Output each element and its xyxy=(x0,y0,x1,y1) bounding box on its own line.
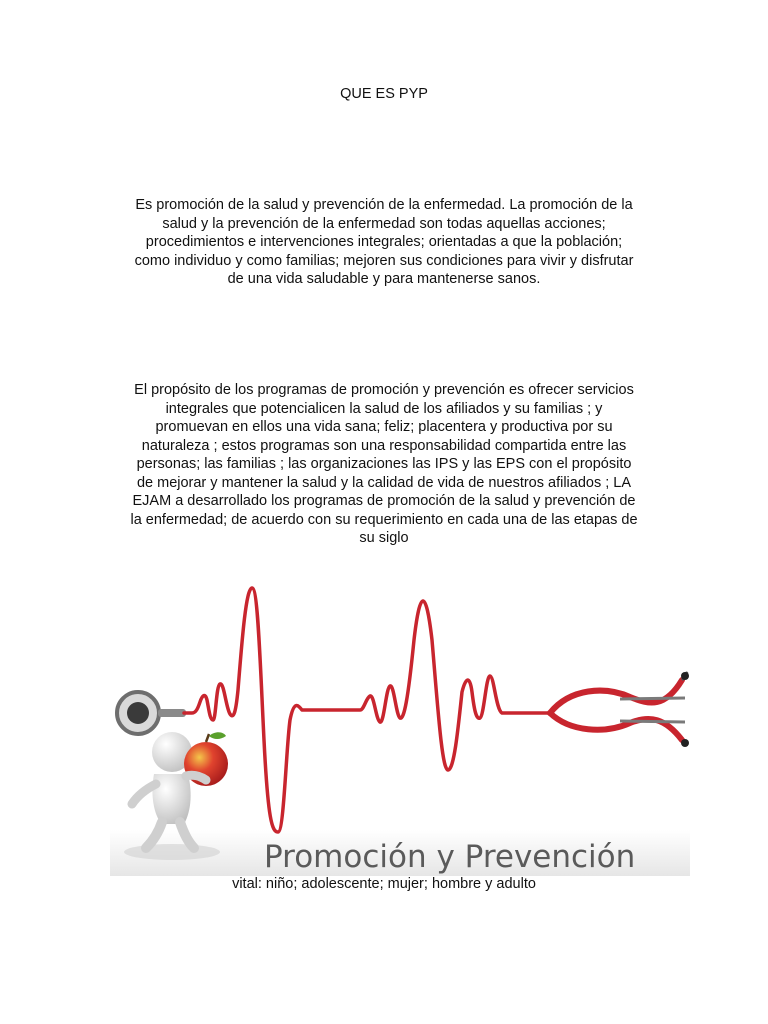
paragraph-definition: Es promoción de la salud y prevención de la enfermedad. La promoción de la salud y la prevención de la enfermedad son todas aquellas acciones; procedimientos e intervenciones integrales; orientadas a que la población; como individuo y como familias; mejoren sus condiciones para vivir y disfrutar de una vida saludable y para mantenerse sanos. xyxy=(134,197,634,287)
stethoscope-earpiece-icon xyxy=(550,672,689,747)
stethoscope-chestpiece-icon xyxy=(117,692,186,734)
page-title: QUE ES PYP xyxy=(340,86,428,102)
paragraph-purpose: El propósito de los programas de promoción y prevención es ofrecer servicios integrales que potencialicen la salud de los afiliados y su familias ; y promuevan en ellos una vida sana; feliz; placentera y productiva por su naturaleza ; estos programas son una responsabilidad compartida entre las personas; las familias ; las organizaciones las IPS y las EPS con el propósito de mejorar y mantener la salud y la calidad de vida de nuestros afiliados ; LA EJAM a desarrollado los programas de promoción de la salud y prevención de la enfermedad; de acuerdo con su requerimiento en cada una de las etapas de su siglo xyxy=(130,382,638,546)
heartbeat-line xyxy=(184,588,550,832)
paragraph-tail: vital: niño; adolescente; mujer; hombre y adulto xyxy=(232,876,536,892)
promotion-prevention-banner xyxy=(110,580,690,876)
banner-caption: Promoción y Prevención xyxy=(264,839,636,875)
